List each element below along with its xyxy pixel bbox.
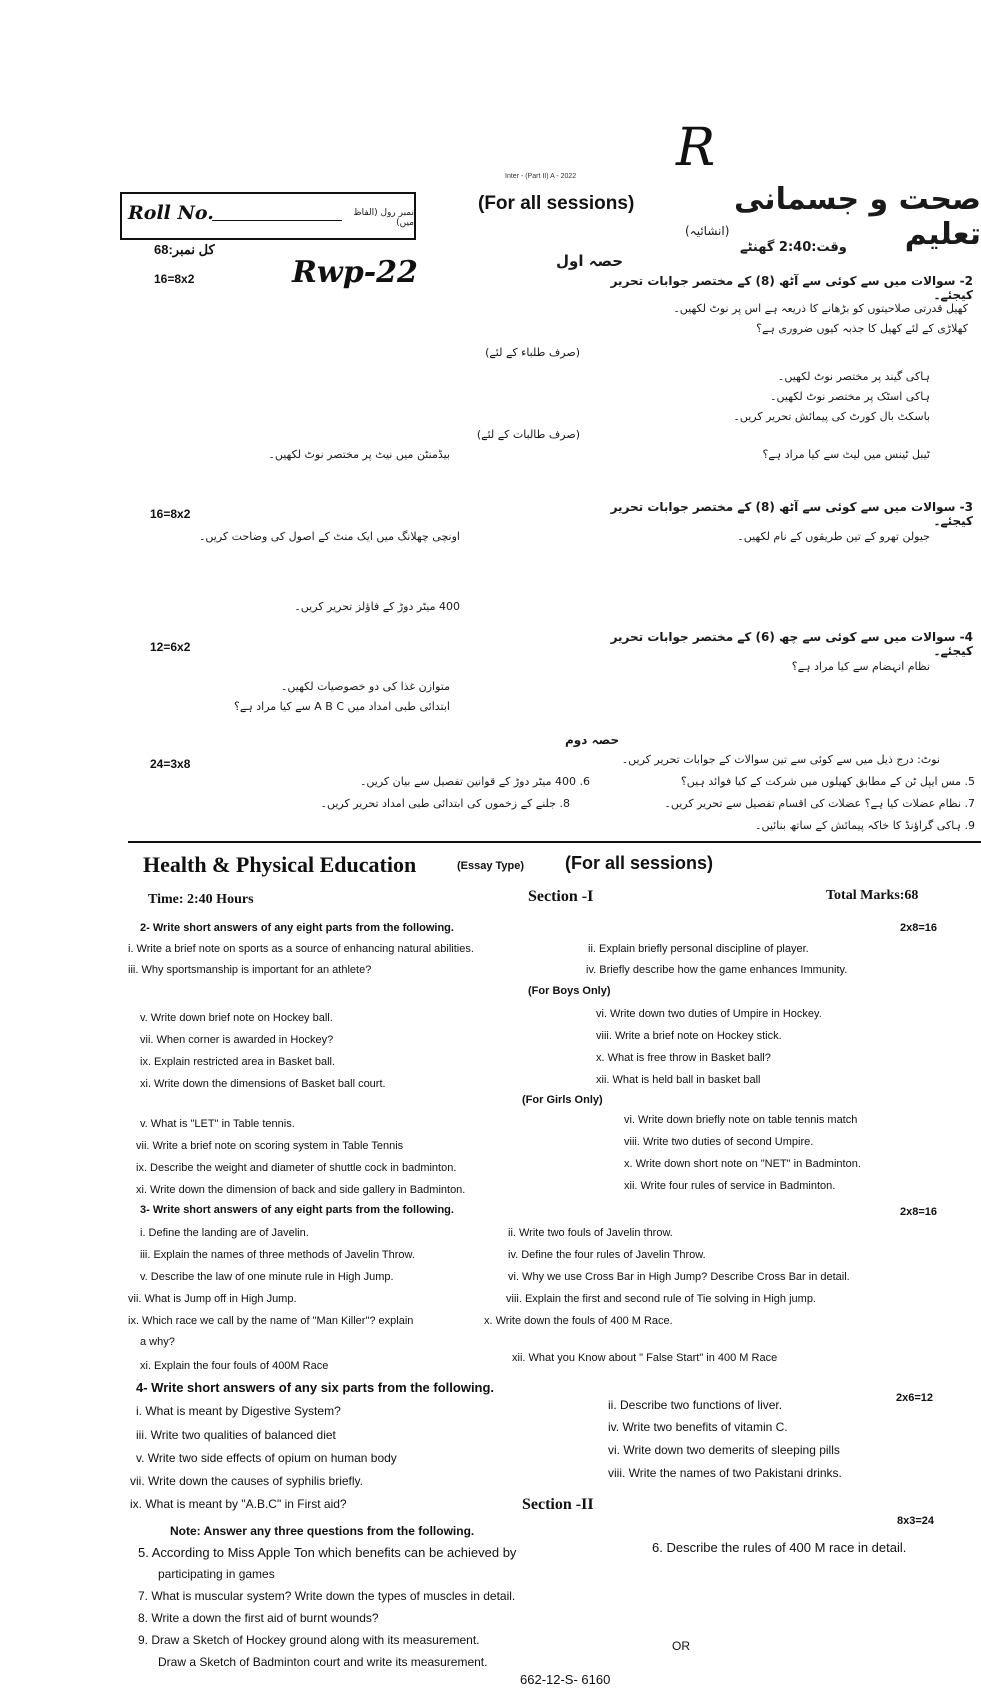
- urdu-line: بیڈمنٹن میں نیٹ پر مختصر نوٹ لکھیں۔: [268, 448, 450, 461]
- boys-part: xi. Write down the dimensions of Basket ball court.: [140, 1078, 386, 1090]
- urdu-q5: 5. مس ایپل ٹن کے مطابق کھیلوں میں شرکت کے کیا فوائد ہیں؟: [680, 775, 975, 788]
- q3-part: vii. What is Jump off in High Jump.: [128, 1293, 297, 1305]
- or-label: OR: [672, 1639, 690, 1653]
- urdu-q7: 7. نظام عضلات کیا ہے؟ عضلات کی اقسام تفصیل سے تحریر کریں۔: [664, 797, 975, 810]
- section2-marks: 8x3=24: [897, 1515, 935, 1527]
- urdu-line: ہاکی گیند پر مختصر نوٹ لکھیں۔: [777, 370, 930, 383]
- q3-part: vi. Why we use Cross Bar in High Jump? Describe Cross Bar in detail.: [508, 1271, 850, 1283]
- q3-part: iv. Define the four rules of Javelin Throw.: [508, 1249, 706, 1261]
- q4-part: ix. What is meant by "A.B.C" in First aid?: [130, 1497, 347, 1511]
- question-9: 9. Draw a Sketch of Hockey ground along with its measurement.: [138, 1633, 480, 1647]
- urdu-subtitle: (انشائیہ): [685, 224, 730, 238]
- urdu-line: ٹیبل ٹینس میں لیٹ سے کیا مراد ہے؟: [762, 448, 930, 461]
- time-urdu: وقت:2:40 گھنٹے: [740, 240, 847, 255]
- urdu-line: 400 میٹر دوڑ کے فاؤلز تحریر کریں۔: [294, 600, 460, 613]
- section1-urdu: حصہ اول: [556, 252, 624, 270]
- q3-part: xii. What you Know about " False Start" in 400 M Race: [512, 1352, 778, 1364]
- q4-part: i. What is meant by Digestive System?: [136, 1404, 341, 1418]
- boys-only-label: (For Boys Only): [528, 985, 611, 997]
- essay-type-label: (Essay Type): [457, 860, 525, 872]
- handwritten-rwp-22: Rwp-22: [292, 255, 418, 290]
- marks-q3-top: 16=8x2: [150, 507, 191, 521]
- question-6: 6. Describe the rules of 400 M race in detail.: [652, 1540, 907, 1555]
- girls-part: v. What is "LET" in Table tennis.: [140, 1118, 295, 1130]
- question-5-continued: participating in games: [158, 1567, 275, 1581]
- q3-part: ii. Write two fouls of Javelin throw.: [508, 1227, 673, 1239]
- boys-part: v. Write down brief note on Hockey ball.: [140, 1012, 333, 1024]
- paper-code: 662-12-S- 6160: [520, 1672, 611, 1687]
- roll-number-line: [212, 220, 342, 221]
- urdu-line: باسکٹ بال کورٹ کی پیمائش تحریر کریں۔: [733, 410, 930, 423]
- urdu-line: نظام انہضام سے کیا مراد ہے؟: [791, 660, 930, 673]
- q4-part: v. Write two side effects of opium on human body: [136, 1451, 397, 1465]
- sessions-heading-english: (For all sessions): [565, 853, 714, 873]
- q2-part: i. Write a brief note on sports as a source of enhancing natural abilities.: [128, 943, 474, 955]
- question-7: 7. What is muscular system? Write down the types of muscles in detail.: [138, 1589, 516, 1603]
- urdu-line: کھلاڑی کے لئے کھیل کا جذبہ کیوں ضروری ہے؟: [756, 322, 968, 335]
- question-9-alternative: Draw a Sketch of Badminton court and write its measurement.: [158, 1655, 488, 1669]
- section2-note: Note: Answer any three questions from the following.: [170, 1524, 475, 1538]
- urdu-q9: 9. ہاکی گراؤنڈ کا خاکہ پیمائش کے ساتھ بنائیں۔: [755, 819, 975, 832]
- girls-part: vi. Write down briefly note on table tennis match: [624, 1114, 858, 1126]
- roll-number-label: Roll No.: [128, 202, 214, 224]
- question-8: 8. Write a down the first aid of burnt wounds?: [138, 1611, 379, 1625]
- paper-code-header: Inter - (Part II) A - 2022: [505, 173, 577, 180]
- girls-only-label: (For Girls Only): [522, 1094, 603, 1106]
- time-label: Time: 2:40 Hours: [148, 892, 254, 907]
- urdu-line: جیولن تھرو کے تین طریقوں کے نام لکھیں۔: [737, 530, 930, 543]
- girls-part: vii. Write a brief note on scoring system in Table Tennis: [136, 1140, 404, 1152]
- q4-part: viii. Write the names of two Pakistani drinks.: [608, 1466, 842, 1480]
- q3-part: xi. Explain the four fouls of 400M Race: [140, 1360, 329, 1372]
- girls-part: ix. Describe the weight and diameter of shuttle cock in badminton.: [136, 1162, 457, 1174]
- q4-heading: 4- Write short answers of any six parts from the following.: [136, 1380, 495, 1395]
- q2-marks: 2x8=16: [900, 922, 938, 934]
- marks-section2-top: 24=3x8: [150, 757, 191, 771]
- urdu-line: ہاکی اسٹک پر مختصر نوٹ لکھیں۔: [770, 390, 930, 403]
- q3-marks: 2x8=16: [900, 1206, 938, 1218]
- q4-part: ii. Describe two functions of liver.: [608, 1398, 783, 1412]
- total-marks-urdu: کل نمبر:68: [154, 242, 215, 257]
- section1-heading: Section -I: [528, 888, 594, 905]
- total-marks: Total Marks:68: [826, 888, 919, 903]
- marks-q2-top: 16=8x2: [154, 272, 195, 286]
- q3-part: v. Describe the law of one minute rule in High Jump.: [140, 1271, 394, 1283]
- urdu-q8: 8. جلنے کے زخموں کی ابتدائی طبی امداد تحریر کریں۔: [320, 797, 570, 810]
- urdu-line: اونچی چھلانگ میں ایک منٹ کے اصول کی وضاحت کریں۔: [198, 530, 460, 543]
- q4-part: vii. Write down the causes of syphilis briefly.: [130, 1474, 363, 1488]
- urdu-boys-only: (صرف طلباء کے لئے): [485, 346, 580, 359]
- section2-heading: Section -II: [522, 1496, 594, 1513]
- q3-heading: 3- Write short answers of any eight parts from the following.: [140, 1204, 454, 1216]
- roll-number-box: [120, 192, 416, 240]
- q3-part: iii. Explain the names of three methods of Javelin Throw.: [140, 1249, 415, 1261]
- q3-part: x. Write down the fouls of 400 M Race.: [484, 1315, 673, 1327]
- girls-part: xii. Write four rules of service in Badminton.: [624, 1180, 836, 1192]
- boys-part: x. What is free throw in Basket ball?: [596, 1052, 771, 1064]
- urdu-q3-head: 3- سوالات میں سے کوئی سے آٹھ (8) کے مختصر جوابات تحریر کیجئے۔: [610, 500, 973, 528]
- urdu-line: ابتدائی طبی امداد میں A B C سے کیا مراد ہے؟: [234, 700, 450, 713]
- section-divider: [128, 841, 981, 843]
- girls-part: x. Write down short note on "NET" in Badminton.: [624, 1158, 861, 1170]
- roll-number-hint: نمبر رول (الفاظ میں): [353, 208, 414, 228]
- marks-q4-top: 12=6x2: [150, 640, 191, 654]
- q3-part: i. Define the landing are of Javelin.: [140, 1227, 309, 1239]
- boys-part: xii. What is held ball in basket ball: [596, 1074, 761, 1086]
- english-title: Health & Physical Education: [143, 852, 417, 877]
- q2-part: iii. Why sportsmanship is important for an athlete?: [128, 964, 372, 976]
- urdu-q6: 6. 400 میٹر دوڑ کے قوانین تفصیل سے بیان کریں۔: [359, 775, 590, 788]
- q3-part-continued: a why?: [140, 1336, 175, 1348]
- q3-part: viii. Explain the first and second rule of Tie solving in High jump.: [506, 1293, 816, 1305]
- q2-part: ii. Explain briefly personal discipline of player.: [588, 943, 809, 955]
- q2-part: iv. Briefly describe how the game enhances Immunity.: [586, 964, 848, 976]
- urdu-q4-head: 4- سوالات میں سے کوئی سے چھ (6) کے مختصر جوابات تحریر کیجئے۔: [610, 630, 973, 658]
- q4-part: iv. Write two benefits of vitamin C.: [608, 1420, 788, 1434]
- section2-urdu: حصہ دوم: [565, 733, 620, 747]
- urdu-line: کھیل قدرتی صلاحیتوں کو بڑھانے کا ذریعہ ہے اس پر نوٹ لکھیں۔: [673, 302, 968, 315]
- question-5: 5. According to Miss Apple Ton which benefits can be achieved by: [138, 1545, 517, 1560]
- urdu-q2-head: 2- سوالات میں سے کوئی سے آٹھ (8) کے مختصر جوابات تحریر کیجئے۔: [610, 274, 973, 302]
- q4-marks: 2x6=12: [896, 1392, 934, 1404]
- q2-heading: 2- Write short answers of any eight parts from the following.: [140, 922, 454, 934]
- urdu-note: نوٹ: درج ذیل میں سے کوئی سے تین سوالات کے جوابات تحریر کریں۔: [621, 753, 940, 766]
- q4-part: iii. Write two qualities of balanced diet: [136, 1428, 336, 1442]
- q3-part: ix. Which race we call by the name of "Man Killer"? explain: [128, 1315, 414, 1327]
- sessions-heading-top: (For all sessions): [478, 193, 635, 214]
- boys-part: vii. When corner is awarded in Hockey?: [140, 1034, 334, 1046]
- boys-part: viii. Write a brief note on Hockey stick.: [596, 1030, 782, 1042]
- urdu-line: متوازن غذا کی دو خصوصیات لکھیں۔: [280, 680, 450, 693]
- urdu-girls-only: (صرف طالبات کے لئے): [476, 428, 580, 441]
- boys-part: vi. Write down two duties of Umpire in Hockey.: [596, 1008, 822, 1020]
- q4-part: vi. Write down two demerits of sleeping pills: [608, 1443, 840, 1457]
- girls-part: xi. Write down the dimension of back and side gallery in Badminton.: [136, 1184, 466, 1196]
- girls-part: viii. Write two duties of second Umpire.: [624, 1136, 814, 1148]
- urdu-title: صحت و جسمانی تعلیم: [733, 182, 981, 252]
- handwritten-r-mark: R: [676, 118, 716, 178]
- boys-part: ix. Explain restricted area in Basket ball.: [140, 1056, 336, 1068]
